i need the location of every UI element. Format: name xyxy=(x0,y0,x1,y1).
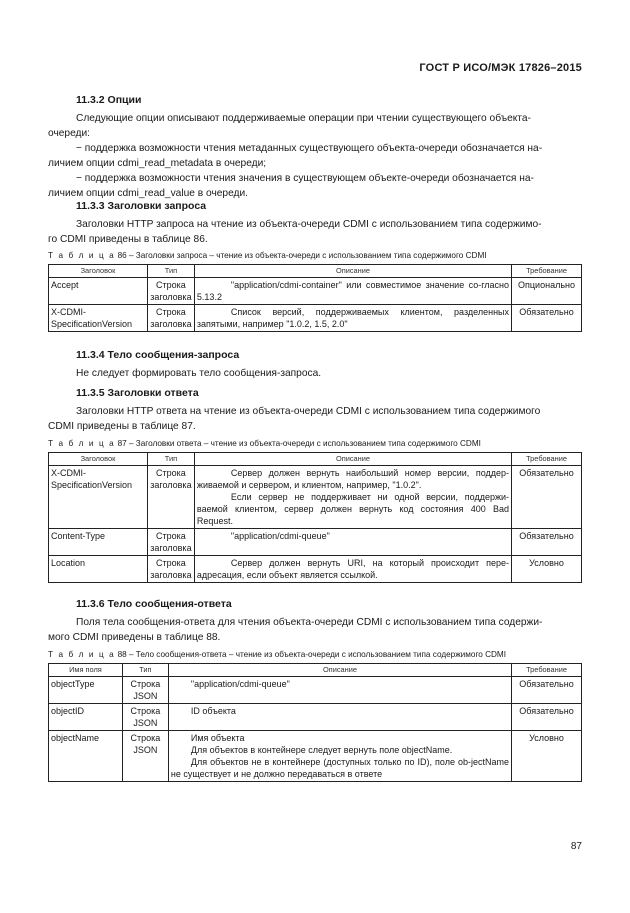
cell-requirement: Обязательно xyxy=(512,529,582,556)
paragraph-line: CDMI приведены в таблице 87. xyxy=(48,421,196,432)
cell-requirement: Обязательно xyxy=(512,305,582,332)
caption-label: Т а б л и ц а xyxy=(48,650,116,659)
cell-type: Строка JSON xyxy=(122,704,168,731)
section-heading-options: 11.3.2 Опции xyxy=(76,94,142,106)
cell-name: objectName xyxy=(49,731,123,782)
table-header-row xyxy=(49,265,582,278)
table-row xyxy=(49,677,582,704)
column-header: Требование xyxy=(512,265,582,278)
table-87 xyxy=(48,452,582,583)
table-row xyxy=(49,556,582,583)
caption-text: 88 – Тело сообщения-ответа – чтение из объекта-очереди с использованием типа содержимого CDMI xyxy=(115,650,506,659)
cell-type: Строка заголовка xyxy=(147,529,194,556)
table-88-caption xyxy=(48,650,506,659)
cell-type: Строка JSON xyxy=(122,731,168,782)
bullet-line: − поддержка возможности чтения значения в существующем объекте-очереди обозначается на- xyxy=(76,173,534,184)
table-86-caption xyxy=(48,251,487,260)
cell-description: Для объектов в контейнере следует вернуть поле objectName. xyxy=(190,745,453,755)
response-headers-paragraph xyxy=(48,404,582,434)
cell-description: "application/cdmi-queue" xyxy=(230,531,330,541)
paragraph-line: мого CDMI приведены в таблице 88. xyxy=(48,632,221,643)
page-number: 87 xyxy=(570,841,582,852)
cell-name: objectID xyxy=(49,704,123,731)
cell-type: Строка заголовка xyxy=(147,556,194,583)
cell-description: "application/cdmi-queue" xyxy=(190,679,290,689)
section-heading-request-body: 11.3.4 Тело сообщения-запроса xyxy=(76,349,240,361)
caption-text: 86 – Заголовки запроса – чтение из объекта-очереди с использованием типа содержимого CDMI xyxy=(115,251,487,260)
request-headers-paragraph xyxy=(48,217,582,247)
column-header: Требование xyxy=(512,664,582,677)
cell-description: Список версий, поддерживаемых клиентом, разделенных запятыми, например "1.0.2, 1.5, 2.0" xyxy=(196,307,510,329)
caption-label: Т а б л и ц а xyxy=(48,251,116,260)
cell-requirement: Обязательно xyxy=(512,466,582,529)
cell-description: Имя объекта xyxy=(190,733,245,743)
caption-text: 87 – Заголовки ответа – чтение из объекта-очереди с использованием типа содержимого CDMI xyxy=(115,439,481,448)
paragraph-line: Заголовки HTTP запроса на чтение из объекта-очереди CDMI с использованием типа содержимо- xyxy=(76,219,542,230)
caption-label: Т а б л и ц а xyxy=(48,439,116,448)
options-paragraph xyxy=(48,111,582,201)
standard-header: ГОСТ Р ИСО/МЭК 17826–2015 xyxy=(419,62,582,74)
cell-description: Если сервер не поддерживает ни одной версии, поддержи-ваемой клиентом, сервер должен вернуть код состояния 400 Bad Request. xyxy=(196,492,510,526)
cell-requirement: Обязательно xyxy=(512,677,582,704)
table-row xyxy=(49,278,582,305)
column-header: Заголовок xyxy=(49,453,148,466)
column-header: Описание xyxy=(194,453,511,466)
cell-requirement: Условно xyxy=(512,556,582,583)
column-header: Тип xyxy=(122,664,168,677)
table-row xyxy=(49,305,582,332)
table-header-row xyxy=(49,664,582,677)
cell-requirement: Условно xyxy=(512,731,582,782)
table-row xyxy=(49,731,582,782)
cell-name: Accept xyxy=(49,278,148,305)
cell-type: Строка заголовка xyxy=(147,278,194,305)
bullet-line: личием опции cdmi_read_metadata в очереди; xyxy=(48,158,267,169)
column-header: Имя поля xyxy=(49,664,123,677)
response-body-paragraph xyxy=(48,615,582,645)
paragraph-line: го CDMI приведены в таблице 86. xyxy=(48,234,208,245)
table-header-row xyxy=(49,453,582,466)
table-86 xyxy=(48,264,582,332)
cell-description: ID объекта xyxy=(190,706,236,716)
cell-type: Строка JSON xyxy=(122,677,168,704)
cell-type: Строка заголовка xyxy=(147,305,194,332)
paragraph-line: Следующие опции описывают поддерживаемые операции при чтении существующего объекта- xyxy=(76,113,531,124)
table-row xyxy=(49,466,582,529)
table-row xyxy=(49,529,582,556)
column-header: Тип xyxy=(147,265,194,278)
section-heading-request-headers: 11.3.3 Заголовки запроса xyxy=(76,200,207,212)
cell-requirement: Опционально xyxy=(512,278,582,305)
cell-description: Сервер должен вернуть наибольший номер версии, поддер-живаемой и сервером, и клиентом, например, "1.0.2". xyxy=(196,468,510,490)
paragraph-line: Заголовки HTTP ответа на чтение из объекта-очереди CDMI с использованием типа содержимого xyxy=(76,406,541,417)
cell-requirement: Обязательно xyxy=(512,704,582,731)
column-header: Описание xyxy=(194,265,511,278)
cell-name: Location xyxy=(49,556,148,583)
cell-name: X-CDMI-SpecificationVersion xyxy=(49,466,148,529)
bullet-line: личием опции cdmi_read_value в очереди. xyxy=(48,188,249,199)
column-header: Описание xyxy=(168,664,511,677)
table-row xyxy=(49,704,582,731)
cell-description: Для объектов не в контейнере (доступных только по ID), поле ob-jectName не существует и не должно передаваться в ответе xyxy=(170,757,510,779)
cell-description: "application/cdmi-container" или совместимое значение со-гласно 5.13.2 xyxy=(196,280,510,302)
paragraph-line: Поля тела сообщения-ответа для чтения объекта-очереди CDMI с использованием типа содержи- xyxy=(76,617,543,628)
column-header: Заголовок xyxy=(49,265,148,278)
bullet-line: − поддержка возможности чтения метаданных существующего объекта-очереди обозначается на- xyxy=(76,143,543,154)
column-header: Требование xyxy=(512,453,582,466)
paragraph-line: Не следует формировать тело сообщения-запроса. xyxy=(76,368,322,379)
cell-name: objectType xyxy=(49,677,123,704)
column-header: Тип xyxy=(147,453,194,466)
request-body-paragraph xyxy=(48,366,582,381)
section-heading-response-headers: 11.3.5 Заголовки ответа xyxy=(76,387,199,399)
paragraph-line: очереди: xyxy=(48,128,90,139)
cell-name: Content-Type xyxy=(49,529,148,556)
table-88 xyxy=(48,663,582,782)
cell-description: Сервер должен вернуть URI, на который происходит пере-адресация, если объект является ссылкой. xyxy=(196,558,510,580)
cell-type: Строка заголовка xyxy=(147,466,194,529)
section-heading-response-body: 11.3.6 Тело сообщения-ответа xyxy=(76,598,232,610)
cell-name: X-CDMI-SpecificationVersion xyxy=(49,305,148,332)
table-87-caption xyxy=(48,439,481,448)
